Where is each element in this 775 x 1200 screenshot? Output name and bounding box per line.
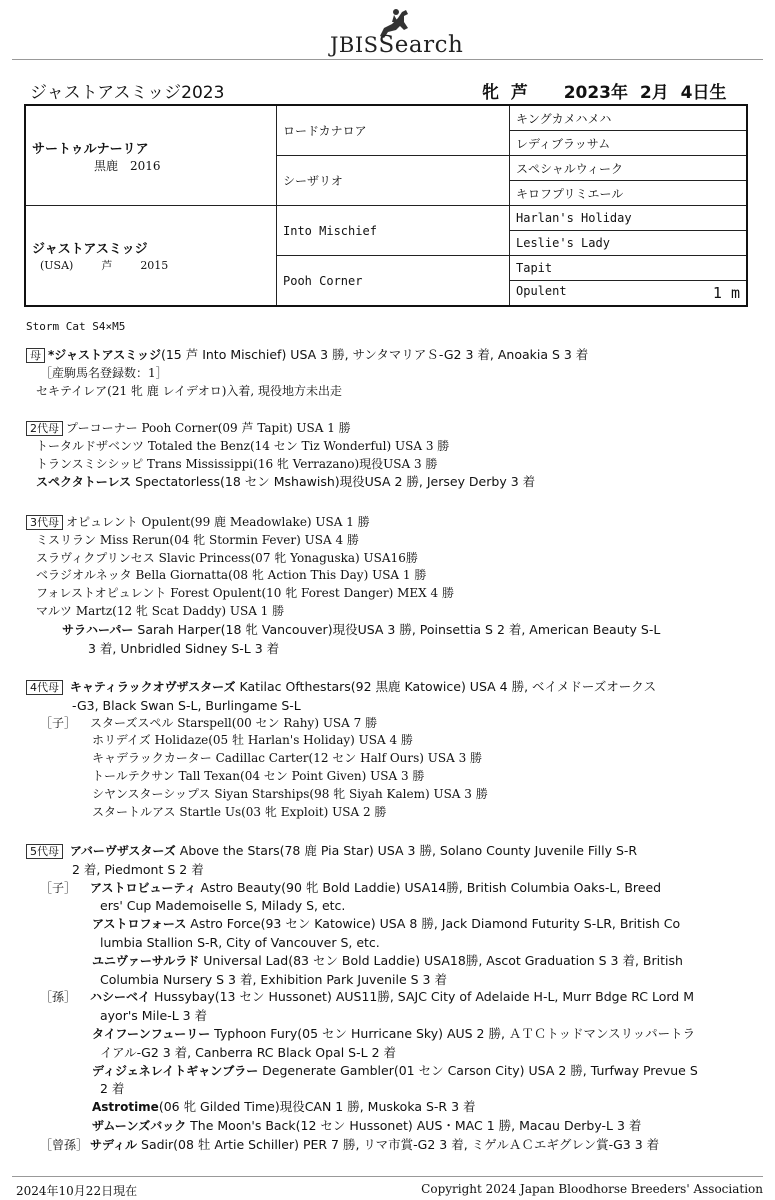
- 3rd-dam-produce-1[interactable]: ミスリラン Miss Rerun(04 牝 Stormin Fever) USA 4 勝: [36, 532, 359, 547]
- grand-label: ［孫］: [40, 990, 77, 1005]
- 5th-dam-grand-1-cont: ayor's Mile-L 3 着: [100, 1008, 208, 1024]
- horse-color: 芦: [510, 83, 528, 103]
- tag-4th-dam: 4代母: [26, 680, 63, 695]
- 5th-dam-child-1-cont: ers' Cup Mademoiselle S, Milady S, etc.: [100, 898, 346, 914]
- 5th-dam-grand-2-cont: イアル-G2 3 着, Canberra RC Black Opal S-L 2 着: [100, 1044, 396, 1060]
- 5th-dam-grand-5-name[interactable]: ザムーンズバック: [92, 1118, 187, 1133]
- 5th-dam-child-3: [26, 952, 745, 971]
- tag-dam: 母: [26, 348, 45, 363]
- 5th-dam-grand-4-record: (06 牝 Gilded Time)現役CAN 1 勝, Muskoka S-R 3 着: [158, 1099, 476, 1115]
- section-5th-dam: [26, 842, 745, 1155]
- pedigree-g2-3[interactable]: Pooh Corner: [277, 256, 510, 307]
- 3rd-dam-produce-2[interactable]: スラヴィクプリンセス Slavic Princess(07 牝 Yonaguska) USA16勝: [36, 550, 418, 565]
- 5th-dam-child-3-record: Universal Lad(83 セン Bold Laddie) USA18勝, Ascot Graduation S 3 着, British: [199, 952, 683, 968]
- dam-line: [26, 346, 745, 365]
- logo-text: [330, 32, 463, 58]
- tag-3rd-dam: 3代母: [26, 515, 63, 530]
- pedigree-g2-1[interactable]: シーザリオ: [277, 156, 510, 206]
- pedigree-g3-4[interactable]: Harlan's Holiday: [510, 206, 748, 231]
- footer: [16, 1182, 763, 1199]
- 3rd-dam-line: [26, 514, 745, 532]
- dam-name: ジャストアスミッジ: [32, 242, 148, 257]
- horse-name: ジャストアスミッジ2023: [30, 83, 225, 103]
- footer-date: 2024年10月22日現在: [16, 1184, 138, 1198]
- ggrand-label: ［曾孫］: [40, 1137, 89, 1152]
- horse-birth: 2023年 2月 4日生: [563, 83, 727, 103]
- logo-search: Search: [378, 32, 464, 58]
- 5th-dam-record: Above the Stars(78 鹿 Pia Star) USA 3 勝, Solano County Juvenile Filly S-R: [175, 843, 638, 858]
- horse-sex: 牝: [482, 83, 499, 103]
- dam-produce-count: ［産駒馬名登録数：1］: [40, 365, 168, 380]
- footer-divider: [12, 1176, 763, 1177]
- 5th-dam-line: [26, 842, 745, 861]
- 5th-dam-child-3-cont: Columbia Nursery S 3 着, Exhibition Park Juvenile S 3 着: [100, 971, 447, 987]
- 3rd-dam-produce-3[interactable]: ベラジオルネッタ Bella Giornatta(08 牝 Action This Day) USA 1 勝: [36, 568, 427, 583]
- 4th-dam-child-4[interactable]: トールテクサン Tall Texan(04 セン Point Given) USA 3 勝: [92, 768, 425, 783]
- section-2nd-dam: [26, 420, 745, 492]
- 5th-dam-grand-3-name[interactable]: ディジェネレイトギャンブラー: [92, 1063, 259, 1078]
- 4th-dam-child-1-text[interactable]: スターズスペル Starspell(00 セン Rahy) USA 7 勝: [90, 715, 378, 730]
- 4th-dam-record-cont: -G3, Black Swan S-L, Burlingame S-L: [72, 697, 301, 713]
- 5th-dam-grand-2-record: Typhoon Fury(05 セン Hurricane Sky) AUS 2 勝, ＡＴＣトッドマンスリッパートラ: [210, 1025, 696, 1041]
- dam-year: 2015: [140, 259, 169, 272]
- 5th-dam-grand-1-record: Hussybay(13 セン Hussonet) AUS11勝, SAJC City of Adelaide H-L, Murr Bdge RC Lord M: [150, 989, 694, 1005]
- 4th-dam-child-5[interactable]: シヤンスターシップス Siyan Starships(98 牝 Siyah Kalem) USA 3 勝: [92, 786, 488, 801]
- dam-line-name[interactable]: *ジャストアスミッジ: [48, 348, 161, 362]
- 4th-dam-child-2[interactable]: ホリデイズ Holidaze(05 牡 Harlan's Holiday) USA 4 勝: [92, 733, 413, 748]
- 3rd-dam-produce-4[interactable]: フォレストオピュレント Forest Opulent(10 牝 Forest Danger) MEX 4 勝: [36, 586, 454, 601]
- dam-line-record: (15 芦 Into Mischief) USA 3 勝, サンタマリアＳ-G2 3 着, Anoakia S 3 着: [160, 347, 589, 362]
- 4th-dam-child-1: [26, 715, 745, 733]
- 2nd-dam-produce-3: [26, 473, 745, 492]
- inbreeding-note: Storm Cat S4×M5: [26, 320, 126, 333]
- 4th-dam-name[interactable]: キャティラックオヴザスターズ: [69, 680, 236, 694]
- pedigree-table: [24, 104, 748, 307]
- sire-name: サートゥルナーリア: [32, 141, 149, 157]
- 5th-dam-child-2-record: Astro Force(93 セン Katowice) USA 8 勝, Jack Diamond Futurity S-LR, British Co: [186, 916, 681, 932]
- 5th-dam-grand-5: [26, 1117, 745, 1136]
- 5th-dam-grand-2-name[interactable]: タイフーンフューリー: [92, 1026, 211, 1041]
- tag-2nd-dam: 2代母: [26, 421, 63, 436]
- tag-5th-dam: 5代母: [26, 844, 63, 859]
- 2nd-dam-produce-1[interactable]: トータルドザベンツ Totaled the Benz(14 セン Tiz Wonderful) USA 3 勝: [36, 438, 450, 453]
- 4th-dam-record: Katilac Ofthestars(92 黒鹿 Katowice) USA 4 勝, ベイメドーズオークス: [235, 679, 657, 694]
- 3rd-dam-grand-1-cont: 3 着, Unbridled Sidney S-L 3 着: [88, 640, 280, 656]
- 5th-dam-grand-3-cont: 2 着: [100, 1081, 125, 1097]
- horse-title-row: [30, 78, 735, 102]
- dam-info: [32, 257, 270, 273]
- 5th-dam-child-1: [26, 879, 745, 898]
- sire-info: 黒鹿 2016: [94, 158, 161, 173]
- 3rd-dam-grand-1-name[interactable]: サラハーパー: [62, 622, 134, 637]
- 5th-dam-child-2: [26, 915, 745, 934]
- 5th-dam-grand-4: [26, 1098, 745, 1117]
- pedigree-g2-0[interactable]: ロードカナロア: [277, 105, 510, 156]
- 5th-dam-ggrand-1-name[interactable]: サディル: [90, 1137, 138, 1152]
- 2nd-dam-produce-3-name[interactable]: スペクタトーレス: [36, 475, 132, 490]
- 3rd-dam-produce-5[interactable]: マルツ Martz(12 牝 Scat Daddy) USA 1 勝: [36, 603, 285, 618]
- sire-cell[interactable]: [25, 105, 277, 206]
- 2nd-dam-produce-3-record: Spectatorless(18 セン Mshawish)現役USA 2 勝, Jersey Derby 3 着: [131, 474, 536, 490]
- pedigree-g3-3[interactable]: キロフプリミエール: [510, 181, 748, 206]
- section-4th-dam: [26, 678, 745, 821]
- lm-mark: 1 m: [712, 284, 740, 302]
- dam-produce-1[interactable]: セキテイレア(21 牝 鹿 レイデオロ)入着, 現役地方未出走: [36, 383, 343, 398]
- 5th-dam-grand-3: [26, 1062, 745, 1081]
- pedigree-g3-2[interactable]: スペシャルウィーク: [510, 156, 748, 181]
- 5th-dam-grand-1: [26, 988, 745, 1007]
- 5th-dam-child-1-record: Astro Beauty(90 牝 Bold Laddie) USA14勝, British Columbia Oaks-L, Breed: [196, 879, 662, 895]
- 5th-dam-grand-2: [26, 1025, 745, 1044]
- 5th-dam-ggrand-1: [26, 1136, 745, 1155]
- pedigree-g3-5[interactable]: Leslie's Lady: [510, 231, 748, 256]
- pedigree-g3-7-cell[interactable]: [510, 281, 748, 307]
- 3rd-dam-record[interactable]: オピュレント Opulent(99 鹿 Meadowlake) USA 1 勝: [66, 515, 370, 529]
- pedigree-g3-7: Opulent: [516, 284, 567, 298]
- 2nd-dam-record[interactable]: プーコーナー Pooh Corner(09 芦 Tapit) USA 1 勝: [66, 421, 351, 435]
- 5th-dam-ggrand-1-record: Sadir(08 牡 Artie Schiller) PER 7 勝, リマ市賞-G2 3 着, ミゲルＡＣエギグレン賞-G3 3 着: [137, 1136, 660, 1152]
- 5th-dam-grand-5-record: The Moon's Back(12 セン Hussonet) AUS・MAC 1 勝, Macau Derby-L 3 着: [186, 1117, 642, 1133]
- 4th-dam-line: [26, 678, 745, 697]
- pedigree-g3-1[interactable]: レディブラッサム: [510, 131, 748, 156]
- 5th-dam-grand-4-name[interactable]: Astrotime: [92, 1100, 159, 1115]
- 2nd-dam-produce-2[interactable]: トランスミシシッピ Trans Mississippi(16 牝 Verrazano)現役USA 3 勝: [36, 456, 438, 471]
- child-label: ［子］: [40, 715, 77, 730]
- 3rd-dam-grand-1-record: Sarah Harper(18 牝 Vancouver)現役USA 3 勝, Poinsettia S 2 着, American Beauty S-L: [133, 621, 661, 637]
- 5th-dam-child-2-cont: lumbia Stallion S-R, City of Vancouver S, etc.: [100, 934, 380, 950]
- 5th-dam-grand-3-record: Degenerate Gambler(01 セン Carson City) USA 2 勝, Turfway Prevue S: [258, 1062, 698, 1078]
- footer-copyright: Copyright 2024 Japan Bloodhorse Breeders' Association: [421, 1182, 763, 1196]
- 5th-dam-grand-1-name[interactable]: ハシーベイ: [90, 990, 151, 1005]
- 2nd-dam-line: [26, 420, 745, 438]
- 5th-dam-child-3-name[interactable]: ユニヴァーサルラド: [92, 953, 200, 968]
- 4th-dam-child-3[interactable]: キャデラックカーター Cadillac Carter(12 セン Half Ours) USA 3 勝: [92, 751, 483, 766]
- 5th-dam-record-cont: 2 着, Piedmont S 2 着: [72, 861, 204, 877]
- dam-country: (USA): [40, 259, 74, 272]
- 3rd-dam-grand-1: [26, 621, 745, 640]
- section-dam: [26, 346, 745, 400]
- site-logo[interactable]: [0, 6, 775, 58]
- horse-info: [482, 78, 727, 103]
- 5th-dam-child-1-name[interactable]: アストロビューティ: [90, 880, 197, 895]
- logo-jbis: JBIS: [330, 33, 379, 57]
- pedigree-g3-6[interactable]: Tapit: [510, 256, 748, 281]
- pedigree-g2-2[interactable]: Into Mischief: [277, 206, 510, 256]
- header-divider: [12, 59, 763, 60]
- dam-color: 芦: [101, 259, 113, 272]
- child-label-5: ［子］: [40, 880, 77, 895]
- dam-cell[interactable]: [25, 206, 277, 307]
- 5th-dam-child-2-name[interactable]: アストロフォース: [92, 917, 187, 932]
- pedigree-g3-0[interactable]: キングカメハメハ: [510, 105, 748, 131]
- 4th-dam-child-6[interactable]: スタートルアス Startle Us(03 牝 Exploit) USA 2 勝: [92, 804, 387, 819]
- 5th-dam-name[interactable]: アバーヴザスターズ: [69, 844, 176, 858]
- section-3rd-dam: [26, 514, 745, 657]
